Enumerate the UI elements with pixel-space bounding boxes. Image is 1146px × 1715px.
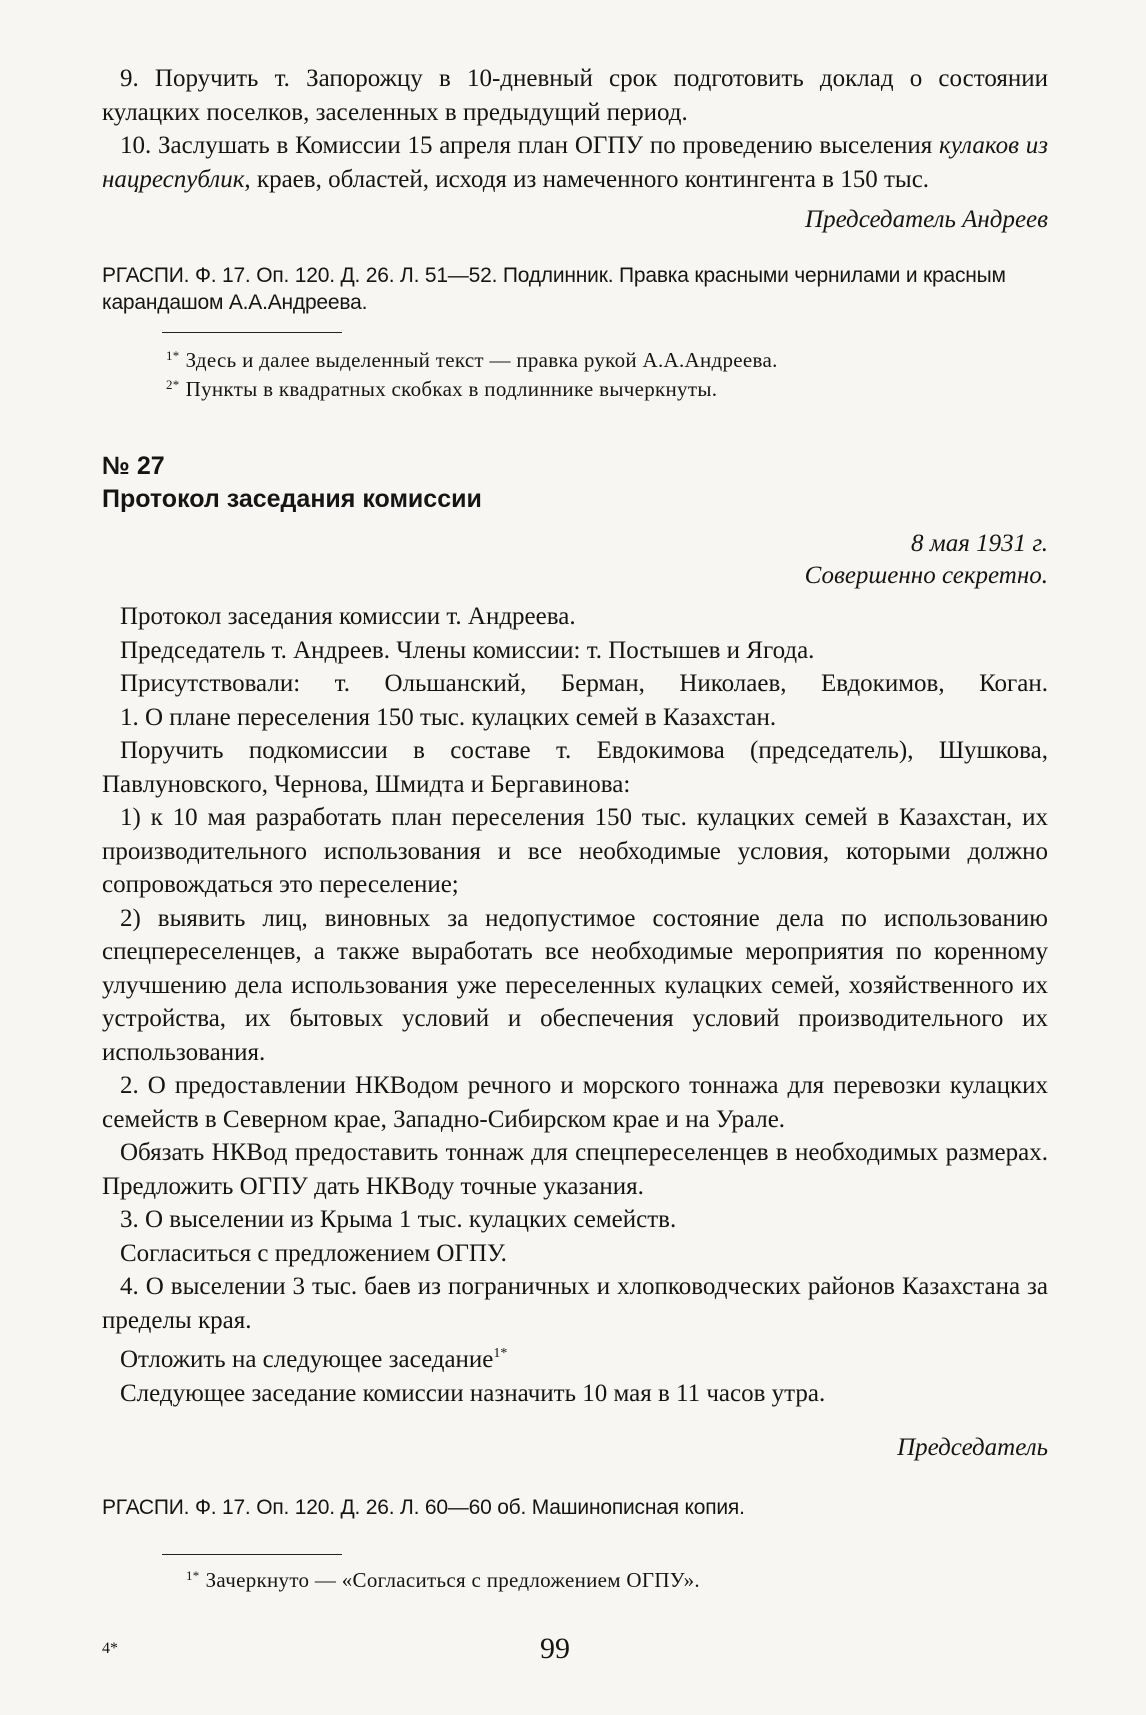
footnote-mark: 1* [166, 348, 180, 363]
archive-reference-1: РГАСПИ. Ф. 17. Оп. 120. Д. 26. Л. 51—52. Подлинник. Правка красными чернилами и красным карандашом А.А.Андреева. [102, 264, 1006, 314]
protocol-body [102, 600, 1048, 1410]
footnote-divider-1 [162, 332, 342, 333]
protocol-para: Следующее заседание комиссии назначить 10 мая в 11 часов утра. [120, 1379, 826, 1407]
footnote-ref: 1* [493, 1346, 508, 1361]
footnote-text: Зачеркнуто — «Согласиться с предложением ОГПУ». [205, 1568, 700, 1592]
protocol-para: 4. О выселении 3 тыс. баев из пограничных и хлопководческих районов Казахстана за пределы края. [102, 1273, 1048, 1334]
protocol-para: 1) к 10 мая разработать план переселения 150 тыс. кулацких семей в Казахстан, их производительного использования и все необходимые условия, которыми должно сопровождаться это переселение; [102, 804, 1048, 898]
chairman: Председатель [897, 1434, 1048, 1461]
protocol-para: Председатель т. Андреев. Члены комиссии: т. Постышев и Ягода. [120, 636, 815, 664]
printer-signature: 4* [102, 1640, 118, 1657]
protocol-para: 2) выявить лиц, виновных за недопустимое состояние дела по использованию спецпереселенцев, а также выработать все необходимые мероприятия по коренному улучшению дела использования уже переселенных кулацких семей, хозяйственного их устройства, их бытовых условий и обеспечения условий производительного их использования. [102, 904, 1048, 1066]
protocol-text: Отложить на следующее заседание [120, 1346, 494, 1373]
item-9: 9. Поручить т. Запорожцу в 10-дневный срок подготовить доклад о состоянии кулацких поселков, заселенных в предыдущий период. [102, 65, 1048, 126]
document-date: 8 мая 1931 г. [911, 530, 1048, 557]
protocol-para: Согласиться с предложением ОГПУ. [120, 1239, 507, 1267]
chairman-signature: Председатель Андреев [805, 206, 1048, 233]
footnote-mark: 1* [186, 1568, 200, 1583]
item-10-text-end: , краев, областей, исходя из намеченного контингента в 150 тыс. [244, 165, 930, 193]
footnote-text: Пункты в квадратных скобках в подлиннике вычеркнуты. [185, 377, 718, 401]
document-title: Протокол заседания комиссии [102, 485, 482, 513]
footnote-3 [186, 1561, 700, 1595]
footnote-divider-2 [162, 1554, 342, 1555]
item-10 [102, 129, 1048, 196]
footnote-2 [166, 370, 717, 404]
protocol-para: 1. О плане переселения 150 тыс. кулацких семей в Казахстан. [120, 703, 777, 731]
footnote-text: Здесь и далее выделенный текст — правка рукой А.А.Андреева. [185, 348, 778, 372]
document-number: № 27 [102, 452, 165, 480]
classification: Совершенно секретно. [804, 562, 1048, 589]
archive-reference-2: РГАСПИ. Ф. 17. Оп. 120. Д. 26. Л. 60—60 об. Машинописная копия. [102, 1496, 745, 1519]
protocol-para: Присутствовали: т. Ольшанский, Берман, Николаев, Евдокимов, Коган. [120, 670, 1048, 697]
protocol-para: Обязать НКВод предоставить тоннаж для спецпереселенцев в необходимых размерах. Предложить ОГПУ дать НКВоду точные указания. [102, 1139, 1048, 1200]
footnote-mark: 2* [166, 377, 180, 392]
top-items [102, 62, 1048, 196]
protocol-para [102, 1337, 1048, 1377]
page-number: 99 [540, 1632, 570, 1665]
item-10-text: 10. Заслушать в Комиссии 15 апреля план ОГПУ по проведению выселения [120, 132, 940, 159]
protocol-para: 2. О предоставлении НКВодом речного и морского тоннажа для перевозки кулацких семейств в Северном крае, Западно-Сибирском крае и на Урале. [102, 1072, 1048, 1133]
protocol-para: Поручить подкомиссии в составе т. Евдокимова (председатель), Шушкова, Павлуновского, Чернова, Шмидта и Бергавинова: [102, 737, 1048, 798]
protocol-para: Протокол заседания комиссии т. Андреева. [120, 603, 576, 630]
item-10-italic: кулаков из нацреспублик [102, 132, 1048, 193]
protocol-para: 3. О выселении из Крыма 1 тыс. кулацких семейств. [120, 1206, 677, 1233]
